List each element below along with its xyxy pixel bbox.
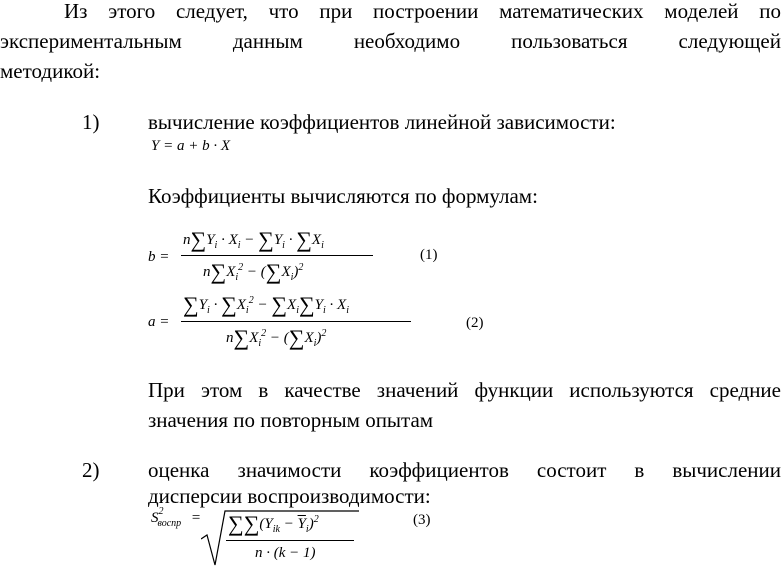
- formula-b-lhs: b =: [148, 249, 170, 265]
- formula-b-denominator: $n\sum X_i^2 - (\sum X_i)^2$: [203, 259, 304, 284]
- note-line-2: значения по повторным опытам: [148, 408, 434, 432]
- formula-a-numerator: $\sum Y_i \cdot \sum X_i^2 - \sum X_i\sum Y_i \cdot X_i$: [183, 292, 349, 317]
- formula-a-lhs: a =: [148, 314, 170, 330]
- formula-a-bar: [181, 321, 411, 322]
- formula-s-subscript: воспр: [157, 518, 182, 529]
- intro-line-2: экспериментальным данным необходимо пользоваться следующей: [0, 29, 781, 53]
- linear-model-formula: Y = a + b · X: [151, 138, 230, 154]
- formula-s-numerator: $\sum\sum(Y_{ik} - \overline{Y}_i)^2$: [228, 511, 319, 536]
- eq-2-label: (2): [466, 315, 484, 331]
- formula-s-denominator: n · (k − 1): [255, 545, 316, 561]
- formulas-intro: Коэффициенты вычисляются по формулам:: [148, 184, 538, 208]
- eq-3-label: (3): [413, 512, 431, 528]
- formula-b-bar: [181, 255, 373, 256]
- step-2-title-line-2: дисперсии воспроизводимости:: [148, 484, 431, 508]
- intro-line-3: методикой:: [0, 59, 101, 83]
- eq-1-label: (1): [420, 247, 438, 263]
- step-2-number: 2): [82, 458, 100, 482]
- formula-s-bar: [226, 540, 354, 541]
- step-1-number: 1): [82, 110, 100, 134]
- formula-b-numerator: $n\sum Y_i \cdot X_i - \sum Y_i \cdot \sum X_i$: [183, 227, 324, 252]
- step-1-title: вычисление коэффициентов линейной зависимости:: [148, 110, 616, 134]
- intro-line-1: Из этого следует, что при построении математических моделей по: [64, 0, 781, 23]
- formula-a-denominator: $n\sum X_i^2 - (\sum X_i)^2$: [226, 325, 327, 350]
- formula-s-lhs: $S^2_{воспр}$ =: [151, 506, 202, 529]
- step-2-title-line-1: оценка значимости коэффициентов состоит в вычислении: [148, 458, 781, 482]
- intro-paragraph: [0, 0, 781, 86]
- note-line-1: При этом в качестве значений функции используются средние: [148, 378, 781, 402]
